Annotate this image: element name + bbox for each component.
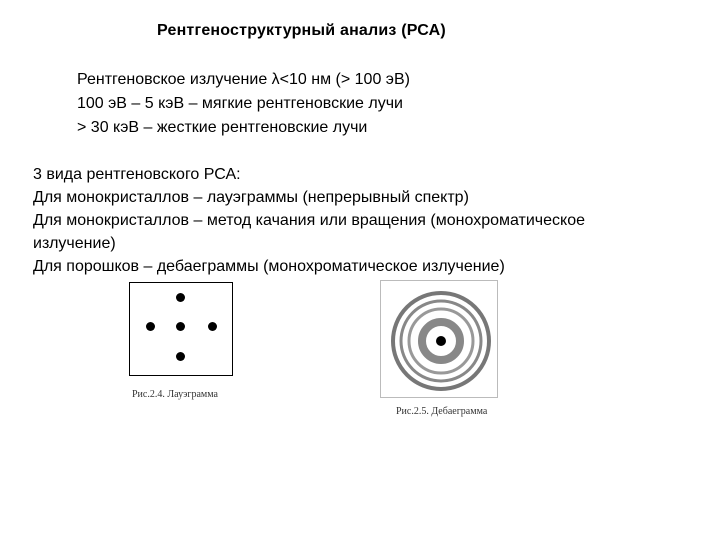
debye-pattern-figure bbox=[380, 280, 498, 398]
methods-info bbox=[33, 163, 585, 278]
laue-spot bbox=[176, 352, 185, 361]
laue-spot bbox=[146, 322, 155, 331]
text-line: Рентгеновское излучение λ<10 нм (> 100 эВ) bbox=[77, 71, 410, 88]
text-line: излучение) bbox=[33, 235, 116, 252]
slide-title: Рентгеноструктурный анализ (РСА) bbox=[157, 22, 446, 39]
text-line: Для монокристаллов – метод качания или вращения (монохроматическое bbox=[33, 212, 586, 229]
debye-caption: Рис.2.5. Дебаеграмма bbox=[396, 406, 488, 417]
laue-spot bbox=[176, 322, 185, 331]
laue-spot bbox=[208, 322, 217, 331]
text-line: Для монокристаллов – лауэграммы (непрерывный спектр) bbox=[33, 189, 469, 206]
radiation-info bbox=[77, 68, 410, 140]
text-line: > 30 кэВ – жесткие рентгеновские лучи bbox=[77, 119, 368, 136]
laue-caption: Рис.2.4. Лауэграмма bbox=[132, 389, 218, 400]
debye-center-spot bbox=[436, 336, 446, 346]
text-line: 100 эВ – 5 кэВ – мягкие рентгеновские лучи bbox=[77, 95, 403, 112]
laue-spot bbox=[176, 293, 185, 302]
laue-pattern-figure bbox=[129, 282, 233, 376]
text-line: 3 вида рентгеновского РСА: bbox=[33, 166, 241, 183]
text-line: Для порошков – дебаеграммы (монохроматическое излучение) bbox=[33, 258, 505, 275]
